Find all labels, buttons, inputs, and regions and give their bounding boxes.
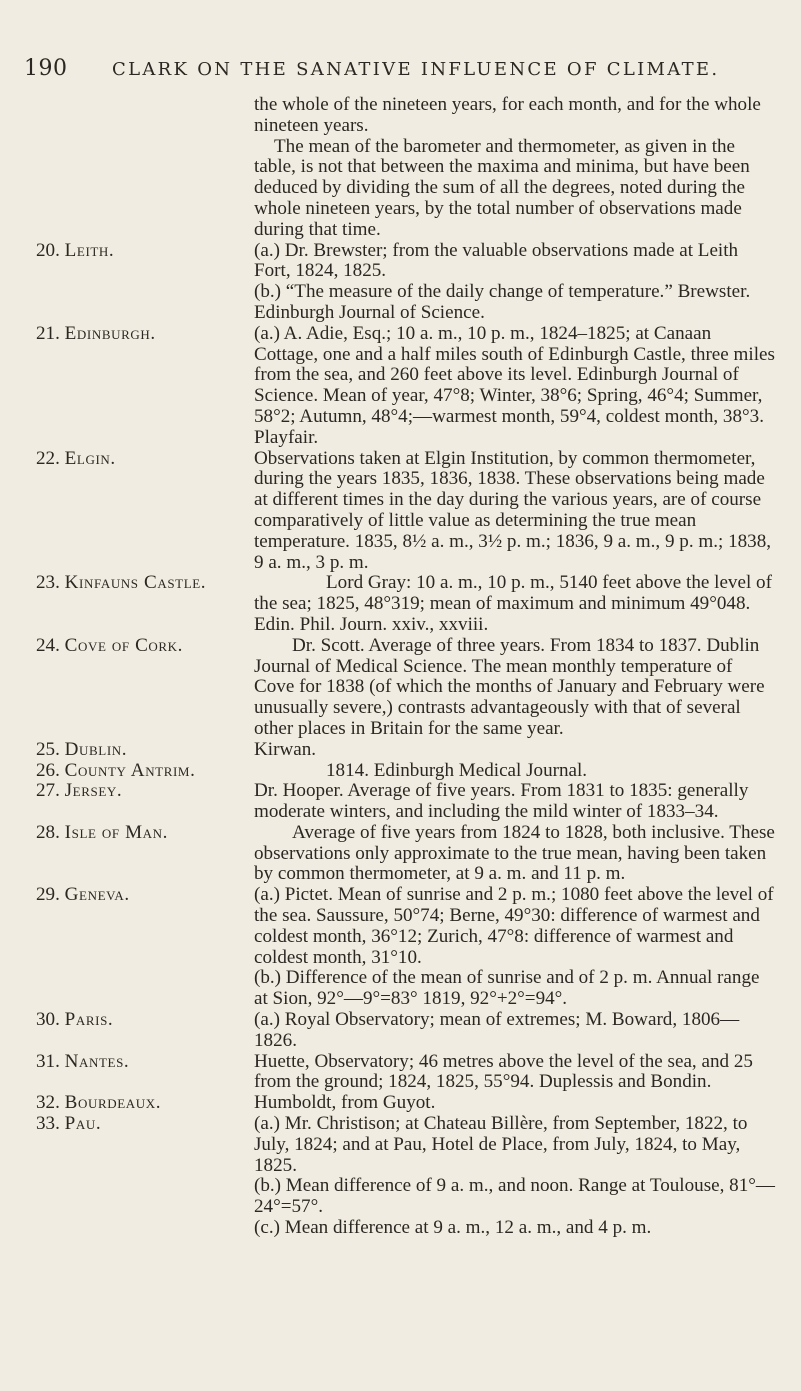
running-head: CLARK ON THE SANATIVE INFLUENCE OF CLIMATE. [112,59,720,80]
entry-number: 32. [36,1092,60,1114]
entry-place: Nantes. [64,1050,130,1072]
entry-number: 26. [36,759,60,781]
note-entry [36,324,776,449]
entry-number: 22. [36,447,60,469]
entry-label [36,324,156,345]
entry-label [36,1010,113,1031]
entry-place: Edinburgh. [64,322,156,344]
entry-number: 28. [36,821,60,843]
entry-text [254,636,776,740]
entry-note: (a.) Pictet. Mean of sunrise and 2 p. m.; 1080 feet above the level of the sea. Saussure, 50°74; Berne, 49°30: difference of warmest and coldest month, 36°12; Zurich, 47°8: difference of warmest and coldest month, 31°10. [254,884,774,968]
entry-label [36,1052,129,1073]
entry-place: Cove of Cork. [64,634,184,656]
note-entry [36,1093,776,1114]
entry-label [36,1093,161,1114]
entry-text [254,573,776,635]
note-entry [36,449,776,574]
entry-place: Geneva. [64,884,130,906]
entry-number: 25. [36,738,60,760]
page-header [0,52,801,84]
intro-paragraphs [254,95,776,241]
entry-number: 29. [36,884,60,906]
page-body [36,95,776,1239]
entry-note: (b.) “The measure of the daily change of temperature.” Brewster. Edinburgh Journal of Science. [254,281,751,323]
notes-list [36,241,776,1239]
entry-place: Jersey. [64,780,123,802]
entry-note: Huette, Observatory; 46 metres above the level of the sea, and 25 from the ground; 1824, 1825, 55°94. Duplessis and Bondin. [254,1050,753,1093]
entry-note: (a.) Royal Observatory; mean of extremes; M. Boward, 1806—1826. [254,1009,740,1051]
entry-note: (b.) Mean difference of 9 a. m., and noon. Range at Toulouse, 81°—24°=57°. [254,1175,775,1218]
entry-text [254,1093,776,1114]
entry-text [254,241,776,324]
note-entry [36,823,776,885]
entry-text [254,781,776,823]
entry-note: 1814. Edinburgh Medical Journal. [326,759,588,781]
entry-number: 27. [36,780,60,802]
entry-label [36,740,127,761]
entry-text [254,449,776,574]
note-entry [36,1114,776,1239]
entry-place: Dublin. [64,738,128,760]
entry-note: Observations taken at Elgin Institution, by common thermometer, during the years 1835, 1836, 1838. These observations being made at different times in the day during the various years, are of course comparatively of little value as determining the true mean temperature. 1835, 8½ a. m., 3½ p. m.; 1836, 9 a. m., 9 p. m.; 1838, 9 a. m., 3 p. m. [254,447,772,573]
entry-number: 20. [36,239,60,261]
entry-place: Kinfauns Castle. [64,572,207,594]
entry-note: (a.) A. Adie, Esq.; 10 a. m., 10 p. m., 1824–1825; at Canaan Cottage, one and a half miles south of Edinburgh Castle, three miles from the sea, and 260 feet above its level. Edinburgh Journal of Science. Mean of year, 47°8; Winter, 38°6; Spring, 46°4; Summer, 58°2; Autumn, 48°4;—warmest month, 59°4, coldest month, 38°3. Playfair. [254,322,775,448]
note-entry [36,781,776,823]
entry-number: 21. [36,322,60,344]
entry-place: Elgin. [64,447,116,469]
entry-note: (b.) Difference of the mean of sunrise and of 2 p. m. Annual range at Sion, 92°—9°=83° 1819, 92°+2°=94°. [254,967,760,1010]
entry-note: Kirwan. [254,738,317,760]
page-number: 190 [24,56,68,81]
entry-note: Humboldt, from Guyot. [254,1092,436,1114]
entry-place: Bourdeaux. [64,1092,162,1114]
entry-number: 33. [36,1113,60,1135]
entry-note: Lord Gray: 10 a. m., 10 p. m., 5140 feet above the level of the sea; 1825, 48°319; mean of maximum and minimum 49°048. Edin. Phil. Journ. xxiv., xxviii. [254,572,772,635]
entry-text [254,740,776,761]
entry-label [36,1114,101,1135]
note-entry [36,573,776,635]
note-entry [36,885,776,1010]
entry-label [36,781,122,802]
entry-place: County Antrim. [64,759,196,781]
entry-text [254,1010,776,1052]
note-entry [36,636,776,740]
entry-text [254,885,776,1010]
entry-label [36,761,195,782]
entry-note: (a.) Dr. Brewster; from the valuable observations made at Leith Fort, 1824, 1825. [254,239,739,282]
entry-note: (c.) Mean difference at 9 a. m., 12 a. m., and 4 p. m. [254,1217,652,1239]
entry-note: (a.) Mr. Christison; at Chateau Billère, from September, 1822, to July, 1824; and at Pau, Hotel de Place, from July, 1824, to May, 1825. [254,1113,748,1176]
entry-place: Paris. [64,1009,114,1031]
entry-text [254,1114,776,1239]
note-entry [36,1052,776,1094]
intro-paragraph: the whole of the nineteen years, for each month, and for the whole nineteen years. [254,94,761,136]
entry-label [36,636,183,657]
entry-label [36,241,114,262]
note-entry [36,241,776,324]
entry-text [254,324,776,449]
entry-text [254,1052,776,1094]
entry-number: 24. [36,634,60,656]
entry-label [36,885,130,906]
entry-number: 30. [36,1009,60,1031]
entry-place: Leith. [64,239,115,261]
entry-place: Isle of Man. [64,821,169,843]
entry-label [36,573,206,594]
entry-note: Average of five years from 1824 to 1828, both inclusive. These observations only approximate to the true mean, having been taken by common thermometer, at 9 a. m. and 11 p. m. [254,821,775,885]
entry-number: 31. [36,1050,60,1072]
entry-label [36,449,116,470]
note-entry [36,740,776,761]
entry-place: Pau. [64,1113,102,1135]
intro-paragraph: The mean of the barometer and thermometer, as given in the table, is not that between the maxima and minima, but have been deduced by dividing the sum of all the degrees, noted during the whole nineteen years, by the total number of observations made during that time. [254,135,750,240]
note-entry [36,761,776,782]
note-entry [36,1010,776,1052]
entry-text [254,761,776,782]
entry-number: 23. [36,572,60,594]
entry-label [36,823,168,844]
entry-text [254,823,776,885]
entry-note: Dr. Scott. Average of three years. From 1834 to 1837. Dublin Journal of Medical Science. The mean monthly temperature of Cove for 1838 (of which the months of January and February were unusually severe,) contrasts advantageously with that of several other places in Britain for the same year. [254,634,765,739]
entry-note: Dr. Hooper. Average of five years. From 1831 to 1835: generally moderate winters, and including the mild winter of 1833–34. [254,780,749,823]
